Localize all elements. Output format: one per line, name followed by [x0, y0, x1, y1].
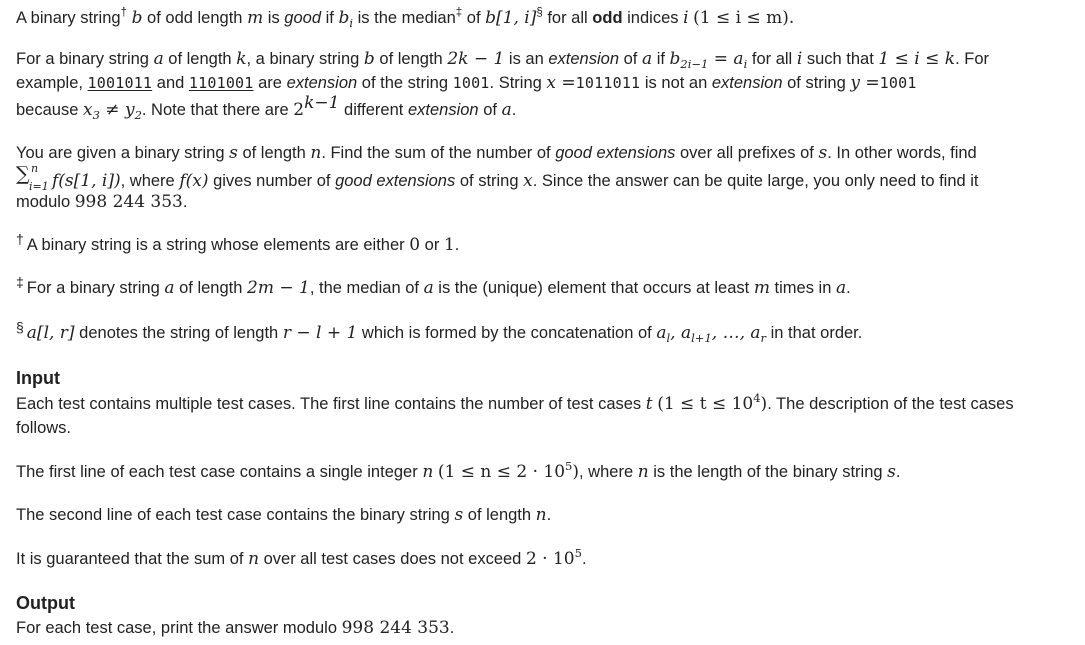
math-expression	[656, 323, 766, 343]
text-span: l	[666, 331, 671, 345]
math-expression: r − l + 1	[282, 323, 358, 343]
text-span: b	[338, 8, 350, 28]
math-expression: f(s[1, i])	[52, 171, 121, 191]
math-expression: x	[523, 171, 533, 191]
math-expression: x	[546, 73, 557, 93]
text-span: .	[895, 463, 901, 481]
task-line-1	[16, 141, 1082, 166]
text-span: †	[16, 231, 24, 247]
text-span: §	[16, 319, 24, 335]
text-span: of the string	[361, 74, 449, 92]
text-span: 2	[134, 108, 142, 122]
text-span: 5	[574, 546, 582, 560]
text-span: . String	[489, 74, 542, 92]
math-expression	[657, 391, 768, 414]
text-span: for all	[751, 50, 793, 68]
text: if	[325, 9, 334, 27]
text-span: of string	[787, 74, 846, 92]
text-span: 4	[753, 391, 761, 405]
text-span: extension	[286, 74, 358, 92]
text-span: . Note that there are	[141, 101, 289, 119]
math-expression: a	[501, 100, 512, 120]
modulus: 998 244 353	[74, 192, 183, 212]
math-expression: f(x)	[179, 171, 209, 191]
text: of	[466, 9, 481, 27]
math-expression: 1 ≤ i ≤ k	[878, 49, 956, 69]
text-span: )	[760, 394, 768, 414]
footnote-marker-dagger: †	[120, 7, 127, 19]
text-span: x	[82, 100, 93, 120]
example-extension-1: 1001011	[87, 74, 153, 92]
text-span: )	[572, 462, 580, 482]
text-span: of string	[459, 172, 519, 190]
text-span: The first line of each test case contains a single integer	[16, 463, 418, 481]
math-expression: t	[645, 394, 653, 414]
math-expression	[437, 459, 580, 482]
math-expression: a	[423, 278, 434, 298]
extension-line-3	[16, 93, 1082, 123]
text-span: denotes the string of length	[79, 324, 279, 342]
text-span: over all prefixes of	[679, 144, 814, 162]
text-span: Each test contains multiple test cases. The first line contains the number of test cases	[16, 395, 642, 413]
math-expression: 1	[443, 235, 455, 255]
text-span: 1001	[452, 74, 490, 92]
text-span: . Since the answer can be quite large, you only need to find it	[532, 172, 979, 190]
math-expression: m	[753, 278, 770, 298]
text-span: and	[156, 74, 185, 92]
math-expression: a[l, r]	[26, 323, 75, 343]
text-span: in that order.	[770, 324, 863, 342]
text-span: .	[846, 279, 851, 297]
text-span: (1 ≤ n ≤ 2 · 10	[437, 462, 566, 482]
text-span: good extensions	[335, 172, 456, 190]
text-span: r	[760, 331, 767, 345]
text-span: , where	[120, 172, 175, 190]
output-heading: Output	[16, 593, 75, 613]
text-span: For a binary string	[26, 279, 160, 297]
text-span: , the median of	[309, 279, 419, 297]
text-span: such that	[806, 50, 874, 68]
text-span: .	[546, 506, 552, 524]
term-extension: extension	[548, 50, 619, 68]
text-span: . The description of the test cases	[767, 395, 1014, 413]
math-expression: s	[818, 143, 828, 163]
text-span: (1 ≤ t ≤ 10	[657, 394, 754, 414]
text-span: ∑	[16, 163, 30, 185]
text-span: .	[454, 236, 460, 254]
math-condition: (1 ≤ i ≤ m).	[693, 8, 795, 28]
text-span: is the length of the binary string	[653, 463, 883, 481]
math-expression: i=1	[29, 180, 49, 193]
math-expression: 998 244 353	[341, 618, 450, 638]
math-expression: =	[860, 73, 880, 93]
extension-line-2	[16, 71, 1082, 96]
text-span: times in	[774, 279, 832, 297]
text-span: is the (unique) element that occurs at least	[438, 279, 750, 297]
text-span: ‡	[16, 274, 24, 290]
text: indices	[627, 9, 679, 27]
text-span: because	[16, 101, 79, 119]
text-span: are	[258, 74, 282, 92]
math-expression: b	[363, 49, 375, 69]
math-expression: s	[229, 143, 238, 163]
text-span: b	[669, 49, 681, 69]
math-i: i	[683, 8, 689, 28]
text-span: For a binary string	[16, 50, 149, 68]
text: is the median	[357, 9, 456, 27]
text-span: The second line of each test case contains the binary string	[16, 506, 450, 524]
text-span: is an	[508, 50, 544, 68]
text-span: It is guaranteed that the sum of	[16, 550, 244, 568]
text-span: , …, a	[711, 323, 761, 343]
text-span: For each test case, print the answer modulo	[16, 619, 337, 637]
footnote-ddagger	[16, 276, 1082, 301]
text-span: 3	[92, 108, 100, 122]
math-expression: 0	[409, 235, 421, 255]
text-span: of length	[179, 279, 243, 297]
text-span: , where	[579, 463, 634, 481]
text-span: is not an	[644, 74, 708, 92]
input-heading: Input	[16, 368, 60, 388]
math-expression: n	[248, 549, 260, 569]
text-span: i	[743, 57, 748, 71]
text-span: of length	[379, 50, 443, 68]
math-expression: 2m − 1	[247, 278, 310, 298]
math-expression: n	[310, 143, 322, 163]
text-span: , a	[670, 323, 692, 343]
math-expression: a	[153, 49, 164, 69]
math-expression: a	[641, 49, 653, 69]
text-span: You are given a binary string	[16, 144, 225, 162]
footnote-section	[16, 321, 1082, 346]
math-expression	[670, 49, 748, 69]
text-span: follows.	[16, 419, 72, 437]
math-expression: n	[31, 162, 39, 175]
text-span: .	[581, 550, 587, 568]
term-good-extensions: good extensions	[555, 144, 676, 162]
output-line-1	[16, 616, 1082, 641]
text-span: extension	[711, 74, 783, 92]
math-expression: a	[164, 278, 175, 298]
text-span: 2i−1	[680, 57, 709, 71]
text-span: if	[656, 50, 665, 68]
math-expression	[293, 93, 339, 120]
footnote-dagger	[16, 233, 1082, 258]
input-line-2	[16, 460, 1082, 485]
text: A binary string	[16, 9, 121, 27]
text-span: .	[182, 193, 188, 211]
input-line-3	[16, 503, 1082, 528]
sum-symbol	[16, 162, 52, 193]
text-span: 2 · 10	[525, 549, 575, 569]
text-span: which is formed by the concatenation of	[361, 324, 652, 342]
text-span: different	[344, 101, 404, 119]
text-span: i	[349, 16, 354, 30]
text-span: of length	[242, 144, 306, 162]
text-span: , a binary string	[246, 50, 360, 68]
text-span: of length	[467, 506, 532, 524]
text-span: a	[656, 323, 667, 343]
text-span: ≠ y	[99, 100, 135, 120]
text-span: . For	[955, 50, 989, 68]
math-expression: n	[535, 505, 547, 525]
math-expression: i	[796, 49, 803, 69]
text-span: . Find the sum of the number of	[321, 144, 551, 162]
task-line-3	[16, 190, 1082, 215]
text-span: or	[424, 236, 440, 254]
math-expression: 2k − 1	[447, 49, 505, 69]
math-expression: k	[236, 49, 247, 69]
text-span: .	[511, 101, 517, 119]
example-extension-2: 1101001	[188, 74, 254, 92]
text-span: of length	[168, 50, 232, 68]
text-span: over all test cases does not exceed	[263, 550, 522, 568]
text-span: of	[483, 101, 497, 119]
term-good: good	[284, 9, 322, 27]
text-span: 2	[293, 100, 305, 120]
math-b-i	[338, 8, 353, 28]
text-span: gives number of	[213, 172, 331, 190]
math-expression: a	[835, 278, 847, 298]
text: of odd length	[147, 9, 243, 27]
text-span: example,	[16, 74, 83, 92]
footnote-marker-ddagger: ‡	[455, 7, 463, 19]
text-span: extension	[407, 101, 479, 119]
math-expression: k−1	[304, 93, 340, 113]
math-expression: n	[422, 462, 434, 482]
math-expression: =	[556, 73, 576, 93]
text-span: = a	[713, 49, 744, 69]
input-line-1b	[16, 416, 1082, 441]
text: for all	[547, 9, 588, 27]
math-expression	[83, 100, 142, 120]
footnote-marker-section: §	[536, 7, 543, 19]
term-odd: odd	[592, 9, 623, 27]
text-span: .	[449, 619, 455, 637]
math-expression: s	[454, 505, 464, 525]
text-span: l+1	[691, 331, 712, 345]
math-prefix: b[1, i]	[485, 8, 537, 28]
text-span: 1001	[879, 74, 917, 92]
math-expression	[525, 546, 582, 569]
input-line-4	[16, 547, 1082, 572]
text-span: 1011011	[575, 74, 641, 92]
text: is	[267, 9, 280, 27]
math-expression: y	[850, 73, 860, 93]
extension-line-1	[16, 47, 1082, 72]
math-m: m	[247, 8, 264, 28]
definition-line	[16, 6, 1082, 31]
math-b: b	[131, 8, 143, 28]
text-span: modulo	[16, 193, 71, 211]
text-span: A binary string is a string whose elements are either	[26, 236, 405, 254]
text-span: 5	[565, 459, 573, 473]
text-span: . In other words, find	[827, 144, 977, 162]
text-span: of	[623, 50, 638, 68]
math-expression: n	[637, 462, 649, 482]
input-line-1	[16, 392, 1082, 417]
math-expression: s	[887, 462, 896, 482]
